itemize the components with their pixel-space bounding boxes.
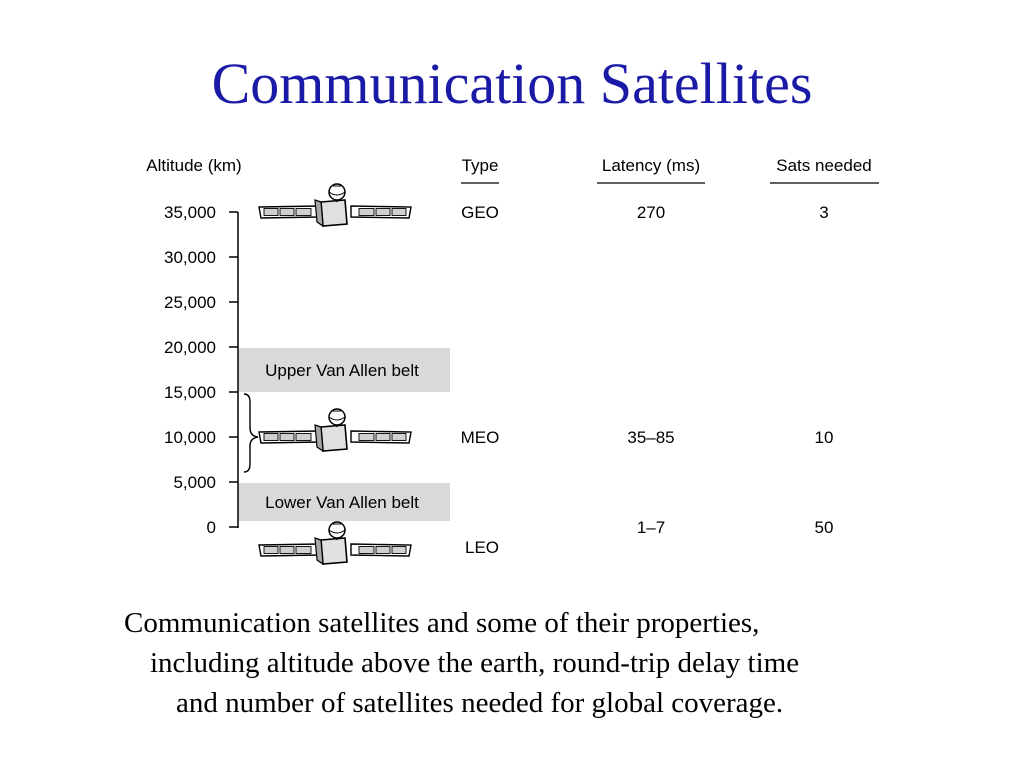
altitude-tick-label: 30,000 [164,248,216,267]
leo-type: LEO [464,538,500,557]
satellite-orbits-diagram [0,140,1024,580]
leo-sats: 50 [814,518,834,537]
caption-line-3: and number of satellites needed for global coverage. [176,687,784,719]
altitude-tick-label: 10,000 [164,428,216,447]
meo-range-brace [244,394,258,472]
altitude-tick-label: 0 [206,518,216,537]
altitude-tick-label: 5,000 [173,473,216,492]
meo-satellite-icon [259,409,411,451]
altitude-tick-label: 15,000 [164,383,216,402]
slide-title: Communication Satellites [211,51,813,116]
geo-sats: 3 [819,203,829,222]
altitude-tick-label: 35,000 [164,203,216,222]
altitude-ticks [164,203,238,537]
header-type: Type [461,156,499,175]
header-sats: Sats needed [776,156,872,175]
slide-caption [124,603,944,723]
meo-sats: 10 [814,428,834,447]
leo-satellite-icon [259,522,411,564]
header-latency: Latency (ms) [601,156,701,175]
geo-type: GEO [461,203,499,222]
geo-satellite-icon [259,184,411,226]
upper-belt-label: Upper Van Allen belt [265,361,419,380]
caption-line-2: including altitude above the earth, round-trip delay time [150,647,800,679]
geo-latency: 270 [636,203,666,222]
caption-line-1: Communication satellites and some of their properties, [124,607,760,639]
altitude-tick-label: 25,000 [164,293,216,312]
meo-type: MEO [460,428,500,447]
meo-latency: 35–85 [627,428,675,447]
altitude-tick-label: 20,000 [164,338,216,357]
lower-belt-label: Lower Van Allen belt [265,493,419,512]
header-altitude: Altitude (km) [146,156,242,175]
leo-latency: 1–7 [636,518,666,537]
